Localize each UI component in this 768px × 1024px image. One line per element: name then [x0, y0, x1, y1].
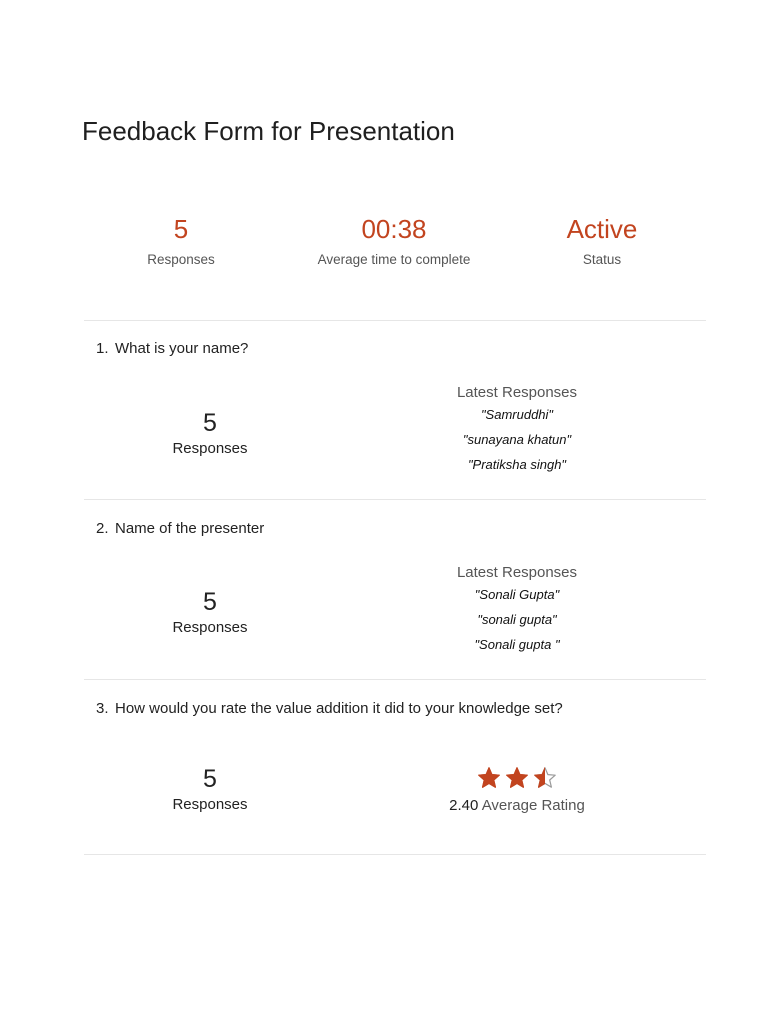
star-filled-icon: [505, 766, 529, 790]
status-label: Status: [582, 252, 622, 267]
page-title: Feedback Form for Presentation: [82, 116, 455, 146]
response-count: [130, 408, 290, 457]
responses-label: Responses: [147, 252, 215, 267]
question-card-3[interactable]: [84, 680, 706, 860]
latest-responses: [397, 564, 637, 653]
latest-response-item: "sonali gupta": [477, 612, 557, 627]
summary-stats: [0, 212, 768, 282]
response-count-label: Responses: [172, 619, 248, 636]
latest-response-item: "Sonali gupta ": [474, 637, 560, 652]
average-rating: [397, 797, 637, 814]
response-count-value: 5: [203, 588, 217, 616]
question-title: [96, 340, 248, 357]
question-title: [96, 520, 264, 537]
question-card-2[interactable]: [84, 500, 706, 680]
question-number: 1.: [96, 340, 109, 357]
average-rating-label: Average Rating: [481, 797, 585, 814]
latest-responses: [397, 384, 637, 473]
star-rating: [475, 766, 559, 790]
question-number: 2.: [96, 520, 109, 537]
question-card-1[interactable]: [84, 320, 706, 500]
latest-response-item: "sunayana khatun": [462, 432, 572, 447]
response-count: [130, 587, 290, 636]
star-half-icon: [533, 766, 557, 790]
responses-stat: [61, 212, 301, 267]
question-text: What is your name?: [115, 340, 249, 357]
status-value: Active: [566, 214, 638, 244]
question-text: Name of the presenter: [115, 520, 265, 537]
response-count-value: 5: [203, 409, 217, 437]
status-stat: [482, 212, 722, 267]
average-rating-value: 2.40: [449, 797, 479, 814]
latest-responses-title: Latest Responses: [456, 564, 578, 581]
response-count: [130, 764, 290, 813]
question-title: [96, 700, 563, 717]
average-time-label: Average time to complete: [317, 252, 471, 267]
response-count-label: Responses: [172, 796, 248, 813]
divider: [84, 854, 706, 855]
response-count-value: 5: [203, 765, 217, 793]
average-time-stat: [274, 212, 514, 267]
question-number: 3.: [96, 700, 109, 717]
responses-count: 5: [173, 214, 189, 244]
response-count-label: Responses: [172, 440, 248, 457]
latest-responses-title: Latest Responses: [456, 384, 578, 401]
average-time-value: 00:38: [361, 214, 427, 244]
question-text: How would you rate the value addition it did to your knowledge set?: [115, 700, 563, 717]
latest-response-item: "Samruddhi": [480, 407, 554, 422]
latest-response-item: "Pratiksha singh": [467, 457, 567, 472]
rating-summary: [397, 766, 637, 814]
star-filled-icon: [477, 766, 501, 790]
latest-response-item: "Sonali Gupta": [474, 587, 560, 602]
